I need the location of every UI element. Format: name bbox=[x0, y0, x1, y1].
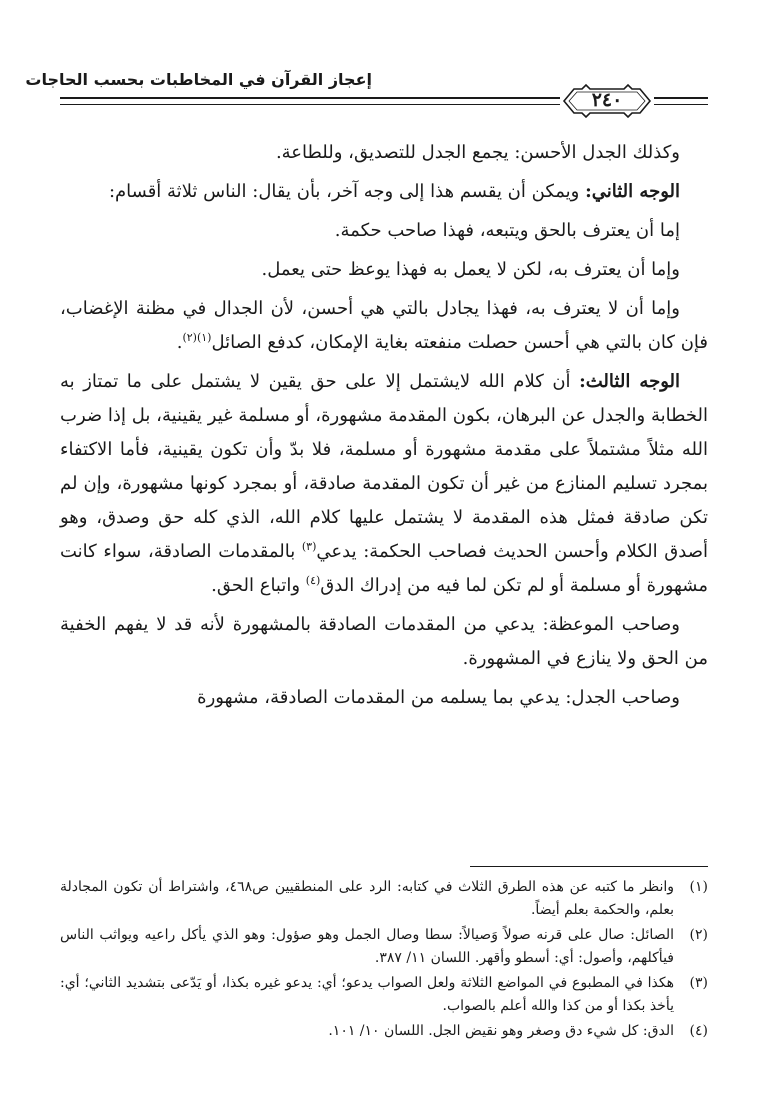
paragraph-text: إما أن يعترف بالحق ويتبعه، فهذا صاحب حكمة. bbox=[334, 220, 680, 241]
paragraph-text: ويمكن أن يقسم هذا إلى وجه آخر، بأن يقال: الناس ثلاثة أقسام: bbox=[108, 181, 586, 202]
footnote-text: وانظر ما كتبه عن هذه الطرق الثلاث في كتابه: الرد على المنطقيين ص٤٦٨، واشتراط أن تكون المجادلة بعلم، والحكمة بعلم أيضاً. bbox=[60, 879, 675, 918]
paragraph-text: واتباع الحق. bbox=[211, 575, 306, 596]
footnote-marker: (٤) bbox=[305, 574, 321, 587]
paragraph-text: أن كلام الله لايشتمل إلا على حق يقين لا يشتمل على ما تمتاز به الخطابة والجدل عن البرهان، بكون المقدمة مشهورة، أو مسلمة غير يقينية، بل إذا ضرب الله مثلاً مشتملاً على مقدمة مشهورة أو مسلمة، فلا بدّ وأن تكون يقينية، فأما الاكتفاء بمجرد تسليم المنازع من غير أن تكون المقدمة صادقة، أو بمجرد كونها مشهورة، وإن لم تكن صادقة فمثل هذه المقدمة لا يشتمل عليها كلام الله، الذي كله حق وصدق، وهو أصدق الكلام وأحسن الحديث فصاحب الحكمة: يدعي bbox=[60, 371, 709, 562]
footnotes bbox=[60, 876, 708, 1045]
header-rule-thick bbox=[60, 97, 560, 99]
main-text bbox=[60, 136, 708, 720]
paragraph-text: وإما أن يعترف به، لكن لا يعمل به فهذا يوعظ حتى يعمل. bbox=[261, 259, 680, 280]
footnote-text: هكذا في المطبوع في المواضع الثلاثة ولعل الصواب يدعو؛ أي: يدعو غيره بكذا، أو يَدّعى بتشديد الثاني؛ أي: يأخذ بكذا أو من كذا والله أعلم بالصواب. bbox=[60, 975, 674, 1014]
paragraph-text: بالمقدمات الصادقة، سواء كانت مشهورة أو مسلمة أو لم تكن لما فيه من إدراك الدق bbox=[60, 541, 708, 596]
paragraph bbox=[60, 608, 708, 676]
footnote-number: (١) bbox=[689, 879, 708, 895]
footnote-text: الدق: كل شيء دق وصغر وهو نقيض الجل. اللسان ١٠/ ١٠١. bbox=[328, 1023, 674, 1039]
paragraph bbox=[60, 214, 708, 248]
paragraph bbox=[60, 253, 708, 287]
section-lead: الوجه الثاني: bbox=[585, 181, 680, 202]
paragraph bbox=[60, 292, 708, 360]
footnote bbox=[60, 924, 708, 970]
footnote-marker: (٣) bbox=[301, 540, 317, 553]
paragraph bbox=[60, 681, 708, 715]
footnote-marker: (١)(٢) bbox=[182, 331, 212, 344]
page-number: ٢٤٠ bbox=[591, 89, 623, 111]
section-lead: الوجه الثالث: bbox=[579, 371, 680, 392]
footnote-number: (٣) bbox=[689, 975, 708, 991]
paragraph bbox=[60, 175, 708, 209]
paragraph bbox=[60, 365, 708, 603]
running-title: إعجاز القرآن في المخاطبات بحسب الحاجات bbox=[25, 70, 372, 89]
paragraph-text: وكذلك الجدل الأحسن: يجمع الجدل للتصديق، وللطاعة. bbox=[275, 142, 680, 163]
paragraph bbox=[60, 136, 708, 170]
paragraph-text: وصاحب الموعظة: يدعي من المقدمات الصادقة بالمشهورة لأنه قد لا يفهم الخفية من الحق ولا ينازع في المشهورة. bbox=[60, 614, 708, 669]
footnote bbox=[60, 972, 708, 1018]
header-rule-thin bbox=[60, 104, 560, 105]
paragraph-tail: . bbox=[176, 332, 183, 353]
footnote-number: (٤) bbox=[689, 1023, 708, 1039]
footnote-separator bbox=[470, 866, 708, 867]
paragraph-text: وصاحب الجدل: يدعي بما يسلمه من المقدمات الصادقة، مشهورة bbox=[197, 687, 680, 708]
header-rule-right-thick bbox=[654, 97, 708, 99]
footnote-number: (٢) bbox=[689, 927, 708, 943]
page-number-ornament bbox=[560, 83, 654, 119]
footnote-text: الصائل: صال على قرنه صولاً وَصيالاً: سطا وصال الجمل وهو صؤول: وهو الذي يأكل راعيه ويواثب الناس فيأكلهم، وأصول: أي: أسطو وأقهر. اللسان ١١/ ٣٨٧. bbox=[60, 927, 674, 966]
footnote bbox=[60, 876, 708, 922]
footnote bbox=[60, 1020, 708, 1043]
paragraph-text: وإما أن لا يعترف به، فهذا يجادل بالتي هي أحسن، لأن الجدال في مظنة الإغضاب، فإن كان بالتي هي أحسن حصلت منفعته بغاية الإمكان، كدفع الصائل bbox=[60, 298, 708, 353]
header-rule-right-thin bbox=[654, 104, 708, 105]
